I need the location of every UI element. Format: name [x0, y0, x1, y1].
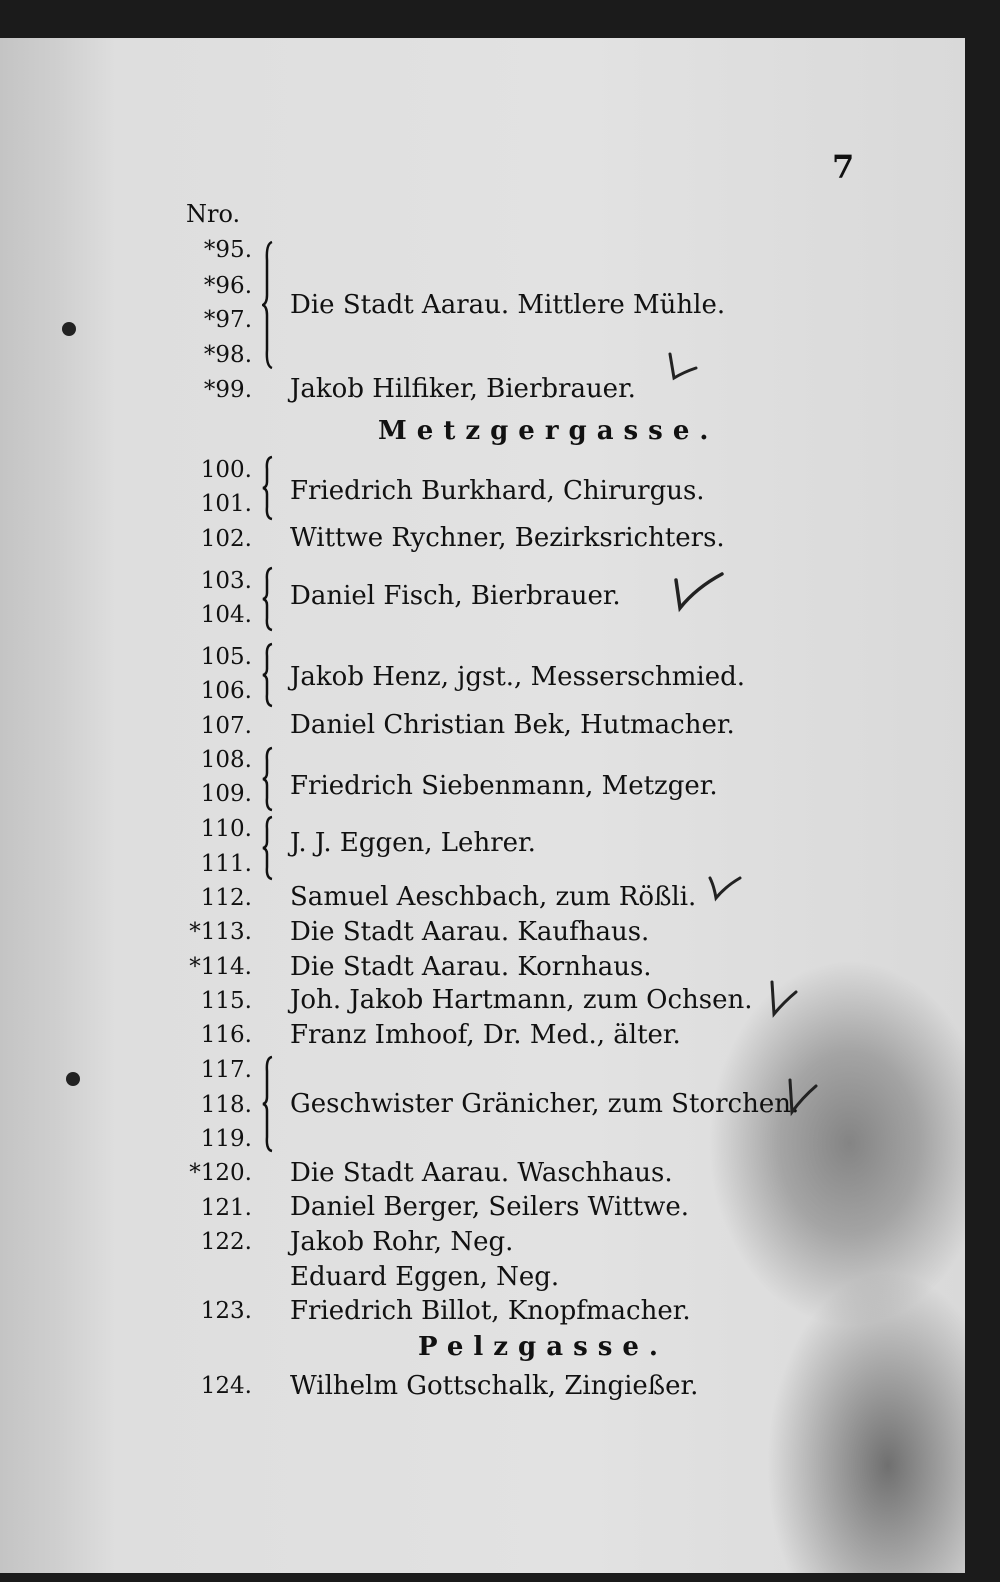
- entry-text: Geschwister Gränicher, zum Storchen.: [290, 1089, 800, 1119]
- grouping-brace: [262, 1055, 276, 1153]
- handwritten-check-mark-icon: [672, 570, 712, 610]
- entry-text: Joh. Jakob Hartmann, zum Ochsen.: [290, 985, 753, 1015]
- house-number: *98.: [203, 342, 252, 368]
- street-heading-metzgergasse: Metzgergasse.: [378, 416, 719, 446]
- entry-text: Die Stadt Aarau. Mittlere Mühle.: [290, 290, 726, 320]
- house-number: *97.: [203, 307, 252, 333]
- house-number: 119.: [200, 1126, 252, 1152]
- house-number: *99.: [203, 377, 252, 403]
- handwritten-check-mark-icon: [784, 1076, 824, 1116]
- entry-text: Wilhelm Gottschalk, Zingießer.: [290, 1371, 699, 1401]
- house-number: 118.: [200, 1092, 252, 1118]
- grouping-brace: [262, 815, 276, 881]
- entry-text: Samuel Aeschbach, zum Rößli.: [290, 882, 697, 912]
- grouping-brace: [262, 566, 276, 632]
- house-number: *120.: [189, 1160, 252, 1186]
- entry-text: Die Stadt Aarau. Waschhaus.: [290, 1158, 673, 1188]
- entry-text: Die Stadt Aarau. Kaufhaus.: [290, 917, 650, 947]
- house-number: *114.: [189, 954, 252, 980]
- handwritten-check-mark-icon: [766, 978, 806, 1018]
- house-number: 121.: [200, 1195, 252, 1221]
- entry-text: Daniel Fisch, Bierbrauer.: [290, 581, 621, 611]
- binding-hole-top: [62, 322, 76, 336]
- handwritten-check-mark-icon: [664, 348, 704, 388]
- house-number: 102.: [200, 526, 252, 552]
- house-number: 100.: [200, 457, 252, 483]
- house-number: 111.: [200, 851, 252, 877]
- entry-text: Die Stadt Aarau. Kornhaus.: [290, 952, 652, 982]
- entry-text: Jakob Henz, jgst., Messerschmied.: [290, 662, 745, 692]
- house-number: 108.: [200, 747, 252, 773]
- binding-hole-bottom: [66, 1072, 80, 1086]
- house-number: 117.: [200, 1057, 252, 1083]
- house-number: 109.: [200, 781, 252, 807]
- entry-text: Daniel Christian Bek, Hutmacher.: [290, 710, 735, 740]
- street-heading-pelzgasse: Pelzgasse.: [418, 1332, 668, 1362]
- house-number: *96.: [203, 273, 252, 299]
- entry-text: J. J. Eggen, Lehrer.: [290, 828, 536, 858]
- entry-text: Franz Imhoof, Dr. Med., älter.: [290, 1020, 681, 1050]
- house-number: 103.: [200, 568, 252, 594]
- house-number: 122.: [200, 1229, 252, 1255]
- handwritten-check-mark-icon: [706, 872, 746, 912]
- house-number: 116.: [200, 1022, 252, 1048]
- entry-text: Friedrich Burkhard, Chirurgus.: [290, 476, 705, 506]
- entry-text: Jakob Rohr, Neg.: [290, 1227, 514, 1257]
- entry-text: Friedrich Billot, Knopfmacher.: [290, 1296, 691, 1326]
- house-number: 107.: [200, 713, 252, 739]
- house-number: 112.: [200, 885, 252, 911]
- house-number: *113.: [189, 919, 252, 945]
- house-number: 123.: [200, 1298, 252, 1324]
- entry-text: Wittwe Rychner, Bezirksrichters.: [290, 523, 725, 553]
- entry-text: Friedrich Siebenmann, Metzger.: [290, 771, 718, 801]
- grouping-brace: [262, 455, 276, 521]
- house-number: 106.: [200, 678, 252, 704]
- house-number: 124.: [200, 1373, 252, 1399]
- house-number: 115.: [200, 988, 252, 1014]
- column-header-nro: Nro.: [186, 200, 241, 228]
- entry-text: Eduard Eggen, Neg.: [290, 1262, 560, 1292]
- grouping-brace: [262, 642, 276, 708]
- entry-text: Jakob Hilfiker, Bierbrauer.: [290, 374, 636, 404]
- grouping-brace: [262, 240, 276, 370]
- house-number: 104.: [200, 602, 252, 628]
- house-number: 110.: [200, 816, 252, 842]
- house-number: 101.: [200, 491, 252, 517]
- house-number: 105.: [200, 644, 252, 670]
- page-number: 7: [832, 148, 855, 186]
- grouping-brace: [262, 746, 276, 812]
- house-number: *95.: [203, 237, 252, 263]
- entry-text: Daniel Berger, Seilers Wittwe.: [290, 1192, 690, 1222]
